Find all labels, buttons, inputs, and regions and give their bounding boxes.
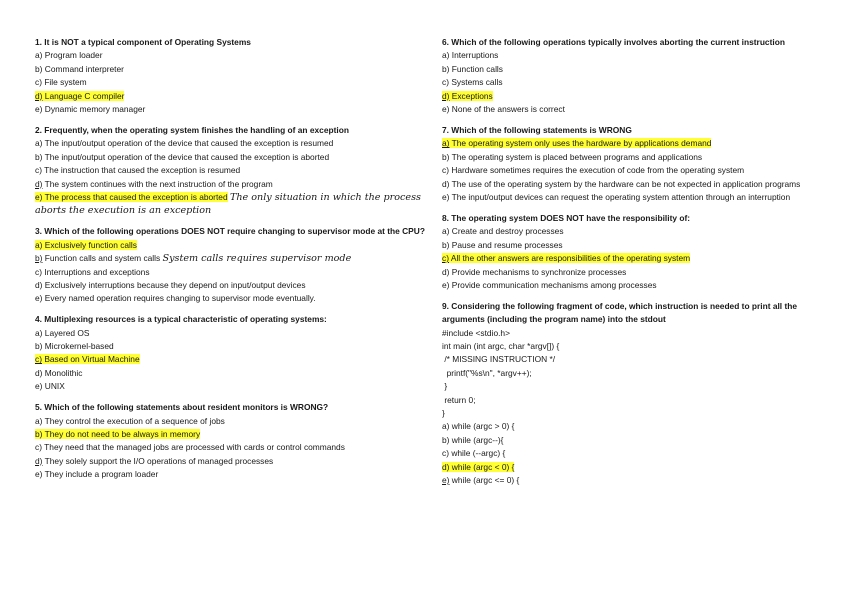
code-line: printf("%s\n", *argv++);: [442, 367, 532, 378]
question-title: 8. The operating system DOES NOT have the responsibility of:: [442, 212, 691, 223]
option-b: b) Command interpreter: [35, 63, 124, 74]
question-3: [35, 225, 425, 305]
question-2: [35, 124, 425, 218]
option-d: d) Provide mechanisms to synchronize processes: [442, 266, 627, 277]
option-e: e) Dynamic memory manager: [35, 104, 146, 115]
option-a: a) Interruptions: [442, 50, 499, 61]
option-b: b) The operating system is placed between programs and applications: [442, 151, 703, 162]
option-b: b) Pause and resume processes: [442, 239, 563, 250]
option-b: b) while (argc--){: [442, 434, 504, 445]
option-d: d) The use of the operating system by the hardware can be not expected in application programs: [442, 178, 801, 189]
option-b: b) Function calls and system calls System calls requires supervisor mode: [35, 253, 352, 265]
question-7: [442, 124, 822, 204]
question-title: 7. Which of the following statements is WRONG: [442, 124, 632, 135]
option-b: b) Function calls: [442, 63, 503, 74]
option-c: c) File system: [35, 77, 87, 88]
question-6: [442, 36, 822, 116]
option-a: a) The input/output operation of the device that caused the exception is resumed: [35, 138, 334, 149]
option-e: e) They include a program loader: [35, 469, 159, 480]
option-a-highlighted: a) Exclusively function calls: [35, 239, 137, 250]
option-d: d) Monolithic: [35, 367, 83, 378]
question-title: 1. It is NOT a typical component of Operating Systems: [35, 37, 251, 47]
option-e: e) Provide communication mechanisms among processes: [442, 279, 657, 290]
right-column: [442, 36, 822, 495]
question-title: 5. Which of the following statements about resident monitors is WRONG?: [35, 402, 329, 413]
question-4: [35, 313, 425, 393]
question-5: [35, 401, 425, 481]
option-e-highlighted: e) The process that caused the exception is aborted The only situation in which the process aborts the execution is an exception: [35, 191, 421, 217]
option-e: e) None of the answers is correct: [442, 104, 565, 115]
question-title: 6. Which of the following operations typically involves aborting the current instruction: [442, 37, 785, 47]
question-title: 4. Multiplexing resources is a typical characteristic of operating systems:: [35, 314, 327, 325]
option-c: c) while (--argc) {: [442, 448, 506, 459]
code-line: return 0;: [442, 394, 476, 405]
option-e: e) while (argc <= 0) {: [442, 475, 520, 486]
option-a: a) while (argc > 0) {: [442, 421, 515, 432]
option-d: d) Exclusively interruptions because they depend on input/output devices: [35, 279, 306, 290]
question-title: 3. Which of the following operations DOES NOT require changing to supervisor mode at the CPU?: [35, 226, 425, 237]
code-line: }: [442, 408, 445, 419]
option-e: e) The input/output devices can request the operating system attention through an interruption: [442, 191, 791, 202]
option-b-highlighted: b) They do not need to be always in memory: [35, 428, 201, 439]
option-b: b) Microkernel-based: [35, 341, 114, 352]
answer-note: System calls requires supervisor mode: [162, 253, 352, 265]
option-c: c) Hardware sometimes requires the execution of code from the operating system: [442, 165, 745, 176]
question-title: 9. Considering the following fragment of code, which instruction is needed to print all the arguments (including the program name) into the stdout: [442, 300, 798, 325]
option-d: d) They solely support the I/O operations of managed processes: [35, 455, 274, 466]
code-line: #include <stdio.h>: [442, 327, 510, 338]
option-e: e) UNIX: [35, 381, 65, 392]
option-c: c) They need that the managed jobs are processed with cards or control commands: [35, 442, 345, 453]
option-a: a) Program loader: [35, 50, 103, 61]
code-line: /* MISSING INSTRUCTION */: [442, 354, 556, 365]
option-c: c) Systems calls: [442, 77, 503, 88]
option-d-highlighted: d) Language C compiler: [35, 90, 125, 101]
option-a: a) Create and destroy processes: [442, 226, 564, 237]
code-line: }: [442, 381, 448, 392]
code-line: int main (int argc, char *argv[]) {: [442, 341, 560, 352]
option-c-highlighted: c) All the other answers are responsibilities of the operating system: [442, 253, 691, 264]
option-c-highlighted: c) Based on Virtual Machine: [35, 354, 140, 365]
option-a: a) They control the execution of a sequence of jobs: [35, 415, 225, 426]
left-column: [35, 36, 425, 489]
option-d-highlighted: d) while (argc < 0) {: [442, 461, 515, 472]
question-1: [35, 36, 425, 116]
answer-note: The only situation in which the process aborts the execution is an exception: [35, 191, 421, 217]
option-c: c) Interruptions and exceptions: [35, 266, 150, 277]
option-c: c) The instruction that caused the exception is resumed: [35, 165, 241, 176]
question-9: [442, 300, 822, 488]
option-a: a) Layered OS: [35, 327, 90, 338]
option-d-highlighted: d) Exceptions: [442, 90, 493, 101]
question-8: [442, 212, 822, 292]
option-d: d) The system continues with the next instruction of the program: [35, 178, 273, 189]
option-e: e) Every named operation requires changing to supervisor mode eventually.: [35, 293, 316, 304]
option-b: b) The input/output operation of the device that caused the exception is aborted: [35, 151, 330, 162]
option-a-highlighted: a) The operating system only uses the hardware by applications demand: [442, 138, 712, 149]
question-title: 2. Frequently, when the operating system finishes the handling of an exception: [35, 124, 349, 135]
